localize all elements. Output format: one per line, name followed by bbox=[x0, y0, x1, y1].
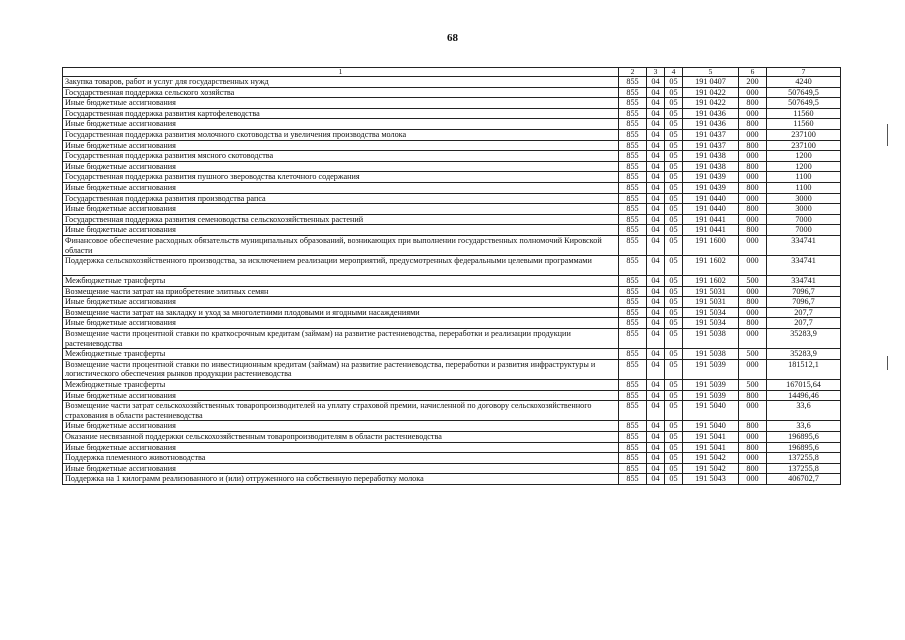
table-row bbox=[63, 193, 841, 204]
row-value-cell: 04 bbox=[647, 151, 665, 162]
row-name-cell: Иные бюджетные ассигнования bbox=[63, 204, 619, 215]
row-value-cell: 191 0438 bbox=[683, 161, 739, 172]
row-value-cell: 05 bbox=[665, 98, 683, 109]
row-value-cell: 05 bbox=[665, 329, 683, 349]
row-value-cell: 191 5040 bbox=[683, 421, 739, 432]
row-name-cell: Государственная поддержка сельского хозяйства bbox=[63, 87, 619, 98]
row-value-cell: 04 bbox=[647, 140, 665, 151]
row-value-cell: 191 1602 bbox=[683, 276, 739, 287]
row-value-cell: 05 bbox=[665, 108, 683, 119]
row-value-cell: 000 bbox=[739, 129, 767, 140]
row-value-cell: 7096,7 bbox=[767, 297, 841, 308]
row-value-cell: 04 bbox=[647, 318, 665, 329]
row-value-cell: 855 bbox=[619, 225, 647, 236]
row-name-cell: Государственная поддержка развития молочного скотоводства и увеличения производства молока bbox=[63, 129, 619, 140]
row-value-cell: 191 0407 bbox=[683, 77, 739, 88]
row-value-cell: 000 bbox=[739, 474, 767, 485]
row-value-cell: 000 bbox=[739, 193, 767, 204]
row-value-cell: 800 bbox=[739, 297, 767, 308]
row-value-cell: 000 bbox=[739, 432, 767, 443]
row-value-cell: 04 bbox=[647, 432, 665, 443]
row-name-cell: Государственная поддержка развития производства рапса bbox=[63, 193, 619, 204]
row-value-cell: 35283,9 bbox=[767, 349, 841, 360]
table-row bbox=[63, 77, 841, 88]
row-value-cell: 05 bbox=[665, 401, 683, 421]
row-value-cell: 167015,64 bbox=[767, 380, 841, 391]
row-value-cell: 04 bbox=[647, 98, 665, 109]
table-row bbox=[63, 453, 841, 464]
row-value-cell: 05 bbox=[665, 87, 683, 98]
row-value-cell: 000 bbox=[739, 401, 767, 421]
row-value-cell: 04 bbox=[647, 421, 665, 432]
row-value-cell: 35283,9 bbox=[767, 329, 841, 349]
table-row bbox=[63, 463, 841, 474]
row-value-cell: 04 bbox=[647, 256, 665, 276]
row-value-cell: 800 bbox=[739, 225, 767, 236]
row-value-cell: 191 5031 bbox=[683, 286, 739, 297]
row-value-cell: 05 bbox=[665, 193, 683, 204]
row-value-cell: 855 bbox=[619, 318, 647, 329]
table-row bbox=[63, 214, 841, 225]
row-value-cell: 04 bbox=[647, 161, 665, 172]
row-value-cell: 855 bbox=[619, 98, 647, 109]
row-name-cell: Закупка товаров, работ и услуг для государственных нужд bbox=[63, 77, 619, 88]
header-cell: 7 bbox=[767, 68, 841, 77]
row-value-cell: 05 bbox=[665, 380, 683, 391]
row-value-cell: 04 bbox=[647, 193, 665, 204]
row-value-cell: 855 bbox=[619, 87, 647, 98]
row-value-cell: 855 bbox=[619, 286, 647, 297]
row-value-cell: 000 bbox=[739, 453, 767, 464]
row-value-cell: 855 bbox=[619, 129, 647, 140]
row-value-cell: 05 bbox=[665, 235, 683, 255]
row-value-cell: 800 bbox=[739, 182, 767, 193]
table-row bbox=[63, 421, 841, 432]
row-value-cell: 000 bbox=[739, 214, 767, 225]
row-value-cell: 05 bbox=[665, 182, 683, 193]
row-value-cell: 406702,7 bbox=[767, 474, 841, 485]
row-value-cell: 191 0436 bbox=[683, 108, 739, 119]
row-value-cell: 05 bbox=[665, 172, 683, 183]
row-value-cell: 855 bbox=[619, 359, 647, 379]
header-cell: 1 bbox=[63, 68, 619, 77]
table-row bbox=[63, 129, 841, 140]
row-value-cell: 334741 bbox=[767, 256, 841, 276]
header-cell: 2 bbox=[619, 68, 647, 77]
row-name-cell: Иные бюджетные ассигнования bbox=[63, 421, 619, 432]
table-row bbox=[63, 172, 841, 183]
row-value-cell: 7000 bbox=[767, 214, 841, 225]
row-name-cell: Поддержка племенного животноводства bbox=[63, 453, 619, 464]
header-cell: 3 bbox=[647, 68, 665, 77]
row-value-cell: 196895,6 bbox=[767, 442, 841, 453]
header-cell: 5 bbox=[683, 68, 739, 77]
row-value-cell: 500 bbox=[739, 349, 767, 360]
table-row bbox=[63, 380, 841, 391]
table-row bbox=[63, 359, 841, 379]
row-value-cell: 1200 bbox=[767, 161, 841, 172]
row-value-cell: 05 bbox=[665, 77, 683, 88]
row-value-cell: 855 bbox=[619, 297, 647, 308]
row-value-cell: 191 0439 bbox=[683, 172, 739, 183]
table-row bbox=[63, 182, 841, 193]
row-value-cell: 855 bbox=[619, 349, 647, 360]
row-value-cell: 3000 bbox=[767, 204, 841, 215]
row-value-cell: 1100 bbox=[767, 182, 841, 193]
table-row bbox=[63, 256, 841, 276]
row-value-cell: 500 bbox=[739, 380, 767, 391]
header-cell: 4 bbox=[665, 68, 683, 77]
row-value-cell: 855 bbox=[619, 307, 647, 318]
page-number: 68 bbox=[447, 32, 458, 44]
row-value-cell: 04 bbox=[647, 474, 665, 485]
row-value-cell: 04 bbox=[647, 442, 665, 453]
row-value-cell: 800 bbox=[739, 463, 767, 474]
row-value-cell: 191 1600 bbox=[683, 235, 739, 255]
table-row bbox=[63, 87, 841, 98]
row-value-cell: 191 0441 bbox=[683, 225, 739, 236]
row-value-cell: 05 bbox=[665, 276, 683, 287]
table-row bbox=[63, 318, 841, 329]
row-name-cell: Поддержка сельскохозяйственного производства, за исключением реализации мероприятий, предусмотренных федеральными целевыми программами bbox=[63, 256, 619, 276]
row-value-cell: 33,6 bbox=[767, 401, 841, 421]
row-value-cell: 196895,6 bbox=[767, 432, 841, 443]
row-value-cell: 05 bbox=[665, 129, 683, 140]
row-value-cell: 11560 bbox=[767, 108, 841, 119]
row-value-cell: 05 bbox=[665, 119, 683, 130]
row-value-cell: 05 bbox=[665, 161, 683, 172]
row-value-cell: 000 bbox=[739, 256, 767, 276]
row-name-cell: Возмещение части процентной ставки по инвестиционным кредитам (займам) на развитие растениеводства, переработки и развития инфраструктуры и логистического обеспечения рынков продукции растениеводства bbox=[63, 359, 619, 379]
row-value-cell: 191 0437 bbox=[683, 129, 739, 140]
row-name-cell: Возмещение части процентной ставки по краткосрочным кредитам (займам) на развитие растениеводства, переработки и реализации продукции растениеводства bbox=[63, 329, 619, 349]
row-value-cell: 191 5041 bbox=[683, 442, 739, 453]
row-name-cell: Межбюджетные трансферты bbox=[63, 276, 619, 287]
row-value-cell: 04 bbox=[647, 172, 665, 183]
table-row bbox=[63, 432, 841, 443]
row-value-cell: 05 bbox=[665, 225, 683, 236]
row-name-cell: Иные бюджетные ассигнования bbox=[63, 119, 619, 130]
table-header-row bbox=[63, 68, 841, 77]
row-value-cell: 855 bbox=[619, 380, 647, 391]
row-value-cell: 191 5038 bbox=[683, 349, 739, 360]
row-value-cell: 191 5034 bbox=[683, 318, 739, 329]
table-row bbox=[63, 390, 841, 401]
row-value-cell: 191 5034 bbox=[683, 307, 739, 318]
row-name-cell: Государственная поддержка развития картофелеводства bbox=[63, 108, 619, 119]
row-value-cell: 800 bbox=[739, 98, 767, 109]
row-name-cell: Межбюджетные трансферты bbox=[63, 349, 619, 360]
row-name-cell: Финансовое обеспечение расходных обязательств муниципальных образований, возникающих при выполнении государственных полномочий Кировской области bbox=[63, 235, 619, 255]
row-value-cell: 800 bbox=[739, 390, 767, 401]
row-value-cell: 4240 bbox=[767, 77, 841, 88]
header-cell: 6 bbox=[739, 68, 767, 77]
row-value-cell: 05 bbox=[665, 390, 683, 401]
row-value-cell: 1200 bbox=[767, 151, 841, 162]
row-value-cell: 191 5043 bbox=[683, 474, 739, 485]
row-value-cell: 855 bbox=[619, 463, 647, 474]
row-value-cell: 3000 bbox=[767, 193, 841, 204]
row-value-cell: 05 bbox=[665, 432, 683, 443]
row-value-cell: 7000 bbox=[767, 225, 841, 236]
table-row bbox=[63, 108, 841, 119]
table-row bbox=[63, 349, 841, 360]
row-name-cell: Поддержка на 1 килограмм реализованного и (или) отгруженного на собственную переработку молока bbox=[63, 474, 619, 485]
row-value-cell: 05 bbox=[665, 256, 683, 276]
row-value-cell: 855 bbox=[619, 421, 647, 432]
row-value-cell: 191 0436 bbox=[683, 119, 739, 130]
row-value-cell: 000 bbox=[739, 87, 767, 98]
row-name-cell: Иные бюджетные ассигнования bbox=[63, 390, 619, 401]
row-name-cell: Государственная поддержка развития семеноводства сельскохозяйственных растений bbox=[63, 214, 619, 225]
row-value-cell: 000 bbox=[739, 307, 767, 318]
table-row bbox=[63, 329, 841, 349]
row-value-cell: 05 bbox=[665, 453, 683, 464]
row-value-cell: 191 0422 bbox=[683, 87, 739, 98]
row-value-cell: 191 5041 bbox=[683, 432, 739, 443]
row-value-cell: 000 bbox=[739, 286, 767, 297]
row-value-cell: 04 bbox=[647, 204, 665, 215]
row-value-cell: 507649,5 bbox=[767, 98, 841, 109]
table-row bbox=[63, 307, 841, 318]
scan-edge-mark bbox=[887, 356, 888, 370]
row-value-cell: 800 bbox=[739, 140, 767, 151]
row-value-cell: 181512,1 bbox=[767, 359, 841, 379]
row-value-cell: 191 5040 bbox=[683, 401, 739, 421]
row-value-cell: 191 5038 bbox=[683, 329, 739, 349]
row-value-cell: 855 bbox=[619, 161, 647, 172]
row-value-cell: 334741 bbox=[767, 235, 841, 255]
row-value-cell: 800 bbox=[739, 318, 767, 329]
row-name-cell: Иные бюджетные ассигнования bbox=[63, 442, 619, 453]
table-row bbox=[63, 235, 841, 255]
row-value-cell: 855 bbox=[619, 442, 647, 453]
row-name-cell: Иные бюджетные ассигнования bbox=[63, 225, 619, 236]
row-value-cell: 191 1602 bbox=[683, 256, 739, 276]
row-value-cell: 04 bbox=[647, 129, 665, 140]
row-value-cell: 000 bbox=[739, 151, 767, 162]
table-row bbox=[63, 474, 841, 485]
row-value-cell: 191 0439 bbox=[683, 182, 739, 193]
row-name-cell: Возмещение части затрат сельскохозяйственных товаропроизводителей на уплату страховой премии, начисленной по договору сельскохозяйственного страхования в области растениеводства bbox=[63, 401, 619, 421]
row-value-cell: 855 bbox=[619, 172, 647, 183]
row-value-cell: 137255,8 bbox=[767, 463, 841, 474]
row-value-cell: 855 bbox=[619, 193, 647, 204]
row-value-cell: 000 bbox=[739, 235, 767, 255]
row-value-cell: 191 0440 bbox=[683, 193, 739, 204]
row-value-cell: 855 bbox=[619, 151, 647, 162]
row-value-cell: 33,6 bbox=[767, 421, 841, 432]
row-value-cell: 000 bbox=[739, 329, 767, 349]
row-value-cell: 04 bbox=[647, 77, 665, 88]
row-value-cell: 05 bbox=[665, 204, 683, 215]
row-value-cell: 855 bbox=[619, 329, 647, 349]
row-value-cell: 04 bbox=[647, 359, 665, 379]
row-value-cell: 855 bbox=[619, 214, 647, 225]
row-value-cell: 137255,8 bbox=[767, 453, 841, 464]
row-value-cell: 04 bbox=[647, 182, 665, 193]
table-row bbox=[63, 151, 841, 162]
row-name-cell: Иные бюджетные ассигнования bbox=[63, 161, 619, 172]
row-value-cell: 191 5042 bbox=[683, 463, 739, 474]
table-row bbox=[63, 286, 841, 297]
row-value-cell: 04 bbox=[647, 380, 665, 391]
scan-edge-mark bbox=[887, 124, 888, 146]
row-name-cell: Иные бюджетные ассигнования bbox=[63, 98, 619, 109]
row-value-cell: 000 bbox=[739, 359, 767, 379]
table-row bbox=[63, 140, 841, 151]
row-value-cell: 800 bbox=[739, 421, 767, 432]
table-row bbox=[63, 161, 841, 172]
row-value-cell: 04 bbox=[647, 297, 665, 308]
row-name-cell: Возмещение части затрат на закладку и уход за многолетними плодовыми и ягодными насаждениями bbox=[63, 307, 619, 318]
row-value-cell: 855 bbox=[619, 235, 647, 255]
row-name-cell: Иные бюджетные ассигнования bbox=[63, 297, 619, 308]
row-value-cell: 191 5039 bbox=[683, 380, 739, 391]
table-row bbox=[63, 276, 841, 287]
row-value-cell: 855 bbox=[619, 108, 647, 119]
row-value-cell: 04 bbox=[647, 225, 665, 236]
row-value-cell: 855 bbox=[619, 453, 647, 464]
row-value-cell: 1100 bbox=[767, 172, 841, 183]
row-value-cell: 05 bbox=[665, 474, 683, 485]
row-value-cell: 11560 bbox=[767, 119, 841, 130]
row-value-cell: 000 bbox=[739, 172, 767, 183]
row-value-cell: 191 5031 bbox=[683, 297, 739, 308]
row-value-cell: 05 bbox=[665, 140, 683, 151]
row-value-cell: 191 5042 bbox=[683, 453, 739, 464]
row-value-cell: 05 bbox=[665, 151, 683, 162]
row-name-cell: Межбюджетные трансферты bbox=[63, 380, 619, 391]
row-value-cell: 200 bbox=[739, 77, 767, 88]
row-value-cell: 191 0438 bbox=[683, 151, 739, 162]
row-name-cell: Оказание несвязанной поддержки сельскохозяйственным товаропроизводителям в области растениеводства bbox=[63, 432, 619, 443]
row-value-cell: 05 bbox=[665, 214, 683, 225]
row-value-cell: 7096,7 bbox=[767, 286, 841, 297]
row-value-cell: 855 bbox=[619, 276, 647, 287]
row-value-cell: 237100 bbox=[767, 140, 841, 151]
row-value-cell: 04 bbox=[647, 329, 665, 349]
row-value-cell: 800 bbox=[739, 161, 767, 172]
table-row bbox=[63, 297, 841, 308]
row-value-cell: 05 bbox=[665, 421, 683, 432]
row-value-cell: 04 bbox=[647, 108, 665, 119]
row-name-cell: Возмещение части затрат на приобретение элитных семян bbox=[63, 286, 619, 297]
row-value-cell: 14496,46 bbox=[767, 390, 841, 401]
row-value-cell: 855 bbox=[619, 119, 647, 130]
row-value-cell: 04 bbox=[647, 349, 665, 360]
row-value-cell: 04 bbox=[647, 307, 665, 318]
budget-table bbox=[62, 67, 841, 485]
row-value-cell: 855 bbox=[619, 204, 647, 215]
row-value-cell: 05 bbox=[665, 318, 683, 329]
row-value-cell: 800 bbox=[739, 204, 767, 215]
row-value-cell: 334741 bbox=[767, 276, 841, 287]
row-name-cell: Государственная поддержка развития пушного звероводства клеточного содержания bbox=[63, 172, 619, 183]
row-value-cell: 191 0422 bbox=[683, 98, 739, 109]
row-value-cell: 04 bbox=[647, 463, 665, 474]
row-value-cell: 05 bbox=[665, 349, 683, 360]
row-value-cell: 04 bbox=[647, 276, 665, 287]
row-value-cell: 855 bbox=[619, 256, 647, 276]
row-value-cell: 000 bbox=[739, 108, 767, 119]
row-value-cell: 800 bbox=[739, 442, 767, 453]
row-value-cell: 800 bbox=[739, 119, 767, 130]
row-value-cell: 04 bbox=[647, 390, 665, 401]
row-value-cell: 191 0437 bbox=[683, 140, 739, 151]
row-value-cell: 855 bbox=[619, 77, 647, 88]
row-value-cell: 05 bbox=[665, 286, 683, 297]
row-value-cell: 191 5039 bbox=[683, 359, 739, 379]
row-value-cell: 855 bbox=[619, 474, 647, 485]
row-value-cell: 507649,5 bbox=[767, 87, 841, 98]
row-value-cell: 04 bbox=[647, 286, 665, 297]
table-row bbox=[63, 119, 841, 130]
row-value-cell: 04 bbox=[647, 453, 665, 464]
row-value-cell: 855 bbox=[619, 182, 647, 193]
row-value-cell: 855 bbox=[619, 432, 647, 443]
row-value-cell: 855 bbox=[619, 390, 647, 401]
row-value-cell: 04 bbox=[647, 87, 665, 98]
row-value-cell: 04 bbox=[647, 235, 665, 255]
row-value-cell: 04 bbox=[647, 119, 665, 130]
row-value-cell: 05 bbox=[665, 307, 683, 318]
row-value-cell: 04 bbox=[647, 214, 665, 225]
row-name-cell: Иные бюджетные ассигнования bbox=[63, 318, 619, 329]
row-value-cell: 04 bbox=[647, 401, 665, 421]
row-value-cell: 855 bbox=[619, 140, 647, 151]
row-value-cell: 191 5039 bbox=[683, 390, 739, 401]
table-row bbox=[63, 442, 841, 453]
row-value-cell: 207,7 bbox=[767, 318, 841, 329]
table-row bbox=[63, 225, 841, 236]
row-value-cell: 191 0440 bbox=[683, 204, 739, 215]
row-value-cell: 05 bbox=[665, 297, 683, 308]
row-name-cell: Иные бюджетные ассигнования bbox=[63, 463, 619, 474]
row-value-cell: 855 bbox=[619, 401, 647, 421]
row-value-cell: 191 0441 bbox=[683, 214, 739, 225]
row-value-cell: 05 bbox=[665, 463, 683, 474]
table-row bbox=[63, 401, 841, 421]
row-name-cell: Иные бюджетные ассигнования bbox=[63, 140, 619, 151]
row-value-cell: 207,7 bbox=[767, 307, 841, 318]
row-value-cell: 05 bbox=[665, 359, 683, 379]
row-value-cell: 500 bbox=[739, 276, 767, 287]
table-row bbox=[63, 98, 841, 109]
row-name-cell: Государственная поддержка развития мясного скотоводства bbox=[63, 151, 619, 162]
row-value-cell: 237100 bbox=[767, 129, 841, 140]
row-value-cell: 05 bbox=[665, 442, 683, 453]
row-name-cell: Иные бюджетные ассигнования bbox=[63, 182, 619, 193]
table-row bbox=[63, 204, 841, 215]
